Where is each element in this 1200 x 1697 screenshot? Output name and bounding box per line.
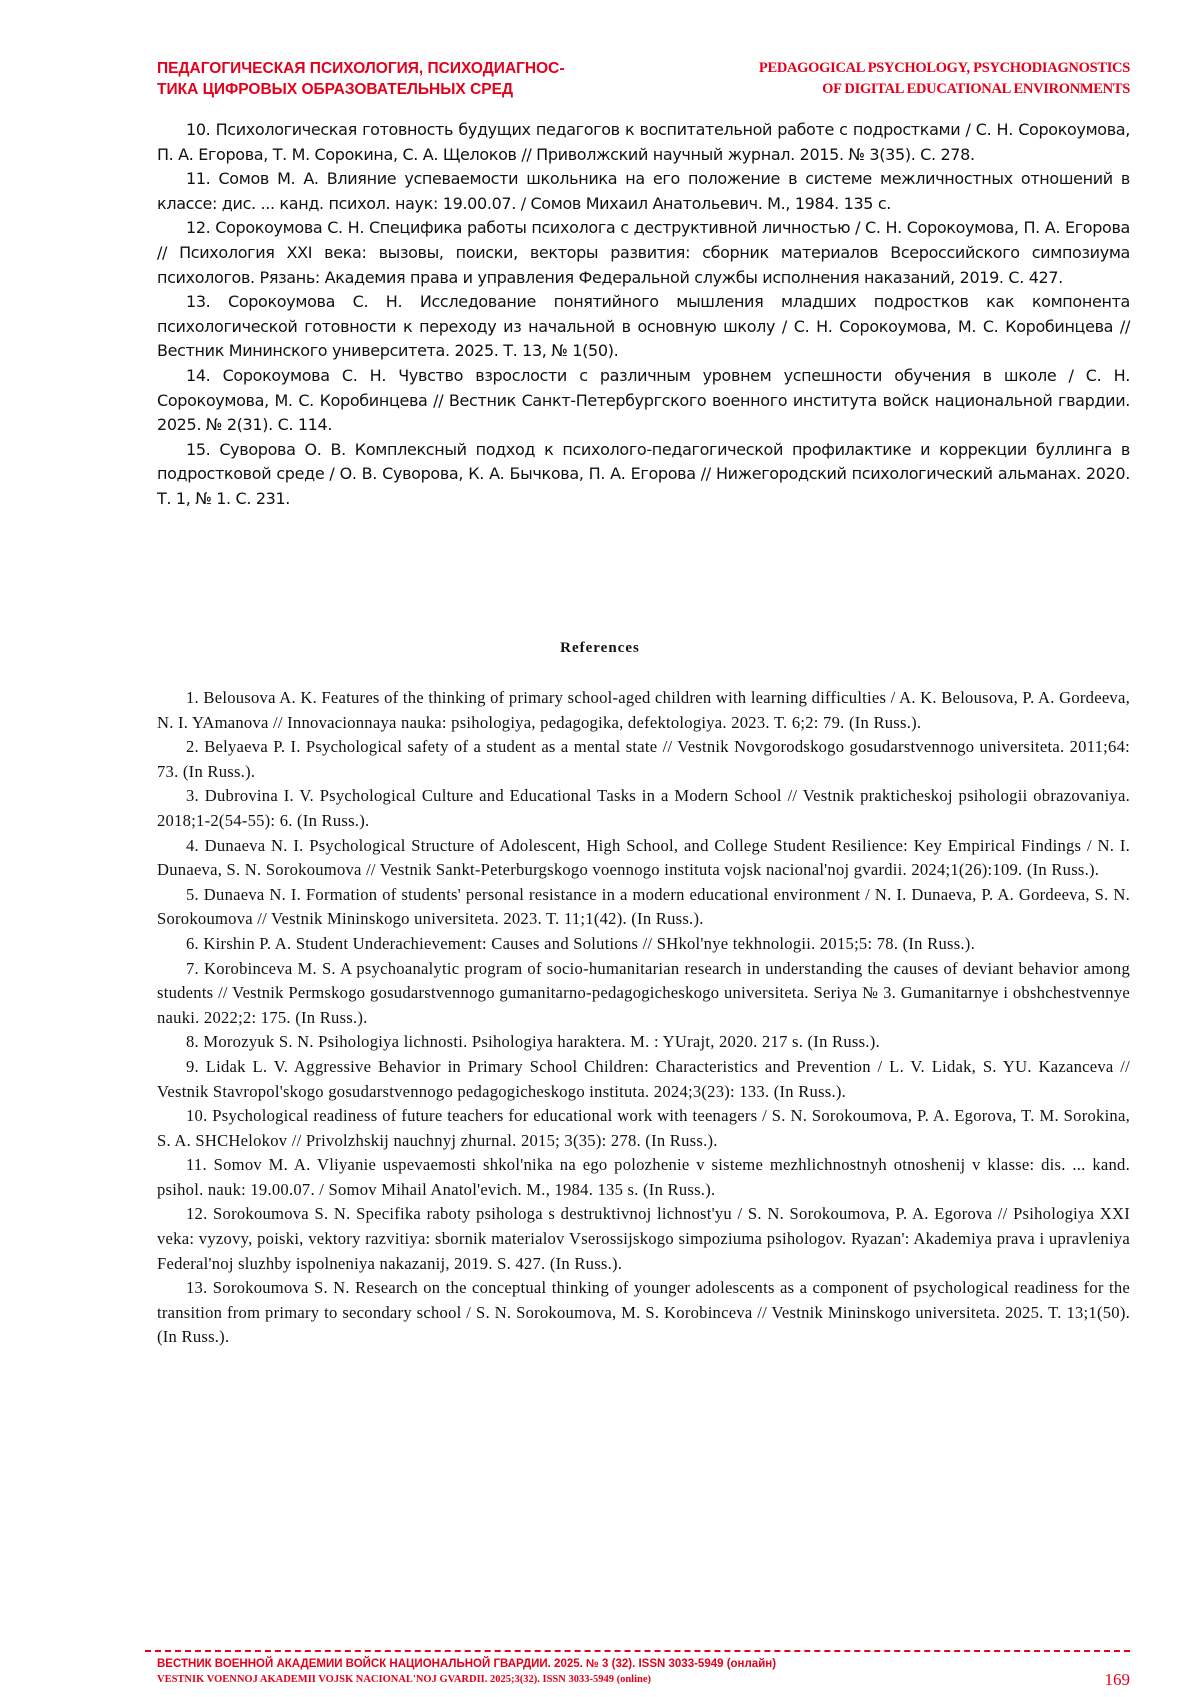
english-reference-list [157, 686, 1130, 1350]
reference-item: 2. Belyaeva P. I. Psychological safety of a student as a mental state // Vestnik Novgorodskogo gosudarstvennogo universiteta. 2011;64: 73. (In Russ.). [157, 737, 1130, 781]
running-header-ru [157, 58, 637, 100]
header-ru-line-2: ТИКА ЦИФРОВЫХ ОБРАЗОВАТЕЛЬНЫХ СРЕД [157, 81, 513, 98]
reference-item: 11. Сомов М. А. Влияние успеваемости школьника на его положение в системе межличностных отношений в классе: дис. ... канд. психол. наук: 19.00.07. / Сомов Михаил Анатольевич. М., 1984. 135 с. [157, 169, 1130, 213]
reference-item: 5. Dunaeva N. I. Formation of students' personal resistance in a modern educational environment / N. I. Dunaeva, P. A. Gordeeva, S. N. Sorokoumova // Vestnik Mininskogo universiteta. 2023. T. 11;1(42). (In Russ.). [157, 884, 1130, 929]
reference-item: 15. Суворова О. В. Комплексный подход к психолого-педагогической профилактике и коррекции буллинга в подростковой среде / О. В. Суворова, К. А. Бычкова, П. А. Егорова // Нижегородский психологический альманах. 2020. Т. 1, № 1. С. 231. [157, 439, 1130, 508]
reference-item: 7. Korobinceva M. S. A psychoanalytic program of socio-humanitarian research in understanding the causes of deviant behavior among students // Vestnik Permskogo gosudarstvennogo gumanitarno-pedagogicheskogo universiteta. Seriya № 3. Gumanitarnye i obshchestvennye nauki. 2022;2: 175. (In Russ.). [157, 958, 1130, 1027]
reference-item: 9. Lidak L. V. Aggressive Behavior in Primary School Children: Characteristics and Prevention / L. V. Lidak, S. YU. Kazanceva // Vestnik Stavropol'skogo gosudarstvennogo pedagogicheskogo instituta. 2024;3(23): 133. (In Russ.). [157, 1056, 1130, 1101]
reference-item: 14. Сорокоумова С. Н. Чувство взрослости с различным уровнем успешности обучения в школе / С. Н. Сорокоумова, М. С. Коробинцева // Вестник Санкт-Петербургского военного института войск национальной гвардии. 2025. № 2(31). С. 114. [157, 365, 1130, 435]
reference-item: 10. Психологическая готовность будущих педагогов к воспитательной работе с подростками / С. Н. Сорокоумова, П. А. Егорова, Т. М. Сорокина, С. А. Щелоков // Приволжский научный журнал. 2015. № 3(35). С. 278. [157, 120, 1130, 164]
reference-item: 4. Dunaeva N. I. Psychological Structure of Adolescent, High School, and College Student Resilience: Key Empirical Findings / N. I. Dunaeva, S. N. Sorokoumova // Vestnik Sankt-Peterburgskogo voennogo instituta vojsk nacional'noj gvardii. 2024;1(26):109. (In Russ.). [157, 835, 1130, 880]
running-header-en [630, 58, 1130, 100]
reference-item: 13. Sorokoumova S. N. Research on the conceptual thinking of younger adolescents as a component of psychological readiness for the transition from primary to secondary school / S. N. Sorokoumova, M. S. Korobinceva // Vestnik Mininskogo universiteta. 2025. T. 13;1(50). (In Russ.). [157, 1278, 1130, 1347]
footer-journal-ru: ВЕСТНИК ВОЕННОЙ АКАДЕМИИ ВОЙСК НАЦИОНАЛЬНОЙ ГВАРДИИ. 2025. № 3 (32). ISSN 3033-5949 (онлайн) [157, 1658, 777, 1670]
header-ru-line-1: ПЕДАГОГИЧЕСКАЯ ПСИХОЛОГИЯ, ПСИХОДИАГНОС- [157, 60, 565, 77]
reference-item: 1. Belousova A. K. Features of the thinking of primary school-aged children with learning difficulties / A. K. Belousova, P. A. Gordeeva, N. I. YAmanova // Innovacionnaya nauka: psihologiya, pedagogika, defektologiya. 2023. T. 6;2: 79. (In Russ.). [157, 688, 1130, 732]
reference-item: 12. Сорокоумова С. Н. Специфика работы психолога с деструктивной личностью / С. Н. Сорокоумова, П. А. Егорова // Психология XXI века: вызовы, поиски, векторы развития: сборник материалов Всероссийского симпозиума психологов. Рязань: Академия права и управления Федеральной службы исполнения наказаний, 2019. С. 427. [157, 218, 1130, 287]
reference-item: 12. Sorokoumova S. N. Specifika raboty psihologa s destruktivnoj lichnost'yu / S. N. Sorokoumova, P. A. Egorova // Psihologiya XXI veka: vyzovy, poiski, vektory razvitiya: sbornik materialov Vserossijskogo simpoziuma psihologov. Ryazan': Akademiya prava i upravleniya Federal'noj sluzhby ispolneniya nakazanij, 2019. S. 427. (In Russ.). [157, 1204, 1130, 1273]
references-heading: References [560, 640, 640, 656]
page-number: 169 [1104, 1670, 1130, 1689]
footer-divider [145, 1650, 1130, 1652]
footer-journal-en: VESTNIK VOENNOJ AKADEMII VOJSK NACIONAL'NOJ GVARDII. 2025;3(32). ISSN 3033-5949 (online) [157, 1674, 652, 1685]
reference-item: 8. Morozyuk S. N. Psihologiya lichnosti. Psihologiya haraktera. M. : YUrajt, 2020. 217 s. (In Russ.). [186, 1032, 880, 1052]
reference-item: 11. Somov M. A. Vliyanie uspevaemosti shkol'nika na ego polozhenie v sisteme mezhlichnostnyh otnoshenij v klasse: dis. ... kand. psihol. nauk: 19.00.07. / Somov Mihail Anatol'evich. M., 1984. 135 s. (In Russ.). [157, 1155, 1130, 1199]
reference-item: 13. Сорокоумова С. Н. Исследование понятийного мышления младших подростков как компонента психологической готовности к переходу из начальной в основную школу / С. Н. Сорокоумова, М. С. Коробинцева // Вестник Мининского университета. 2025. Т. 13, № 1(50). [157, 292, 1130, 361]
reference-item: 6. Kirshin P. A. Student Underachievement: Causes and Solutions // SHkol'nye tekhnologii. 2015;5: 78. (In Russ.). [186, 933, 975, 953]
russian-reference-list [157, 118, 1130, 512]
header-en-line-2: OF DIGITAL EDUCATIONAL ENVIRONMENTS [822, 81, 1130, 97]
reference-item: 10. Psychological readiness of future teachers for educational work with teenagers / S. N. Sorokoumova, P. A. Egorova, T. M. Sorokina, S. A. SHCHelokov // Privolzhskij nauchnyj zhurnal. 2015; 3(35): 278. (In Russ.). [157, 1106, 1130, 1150]
header-en-line-1: PEDAGOGICAL PSYCHOLOGY, PSYCHODIAGNOSTICS [758, 60, 1130, 76]
reference-item: 3. Dubrovina I. V. Psychological Culture and Educational Tasks in a Modern School // Vestnik prakticheskoj psihologii obrazovaniya. 2018;1-2(54-55): 6. (In Russ.). [157, 786, 1130, 830]
